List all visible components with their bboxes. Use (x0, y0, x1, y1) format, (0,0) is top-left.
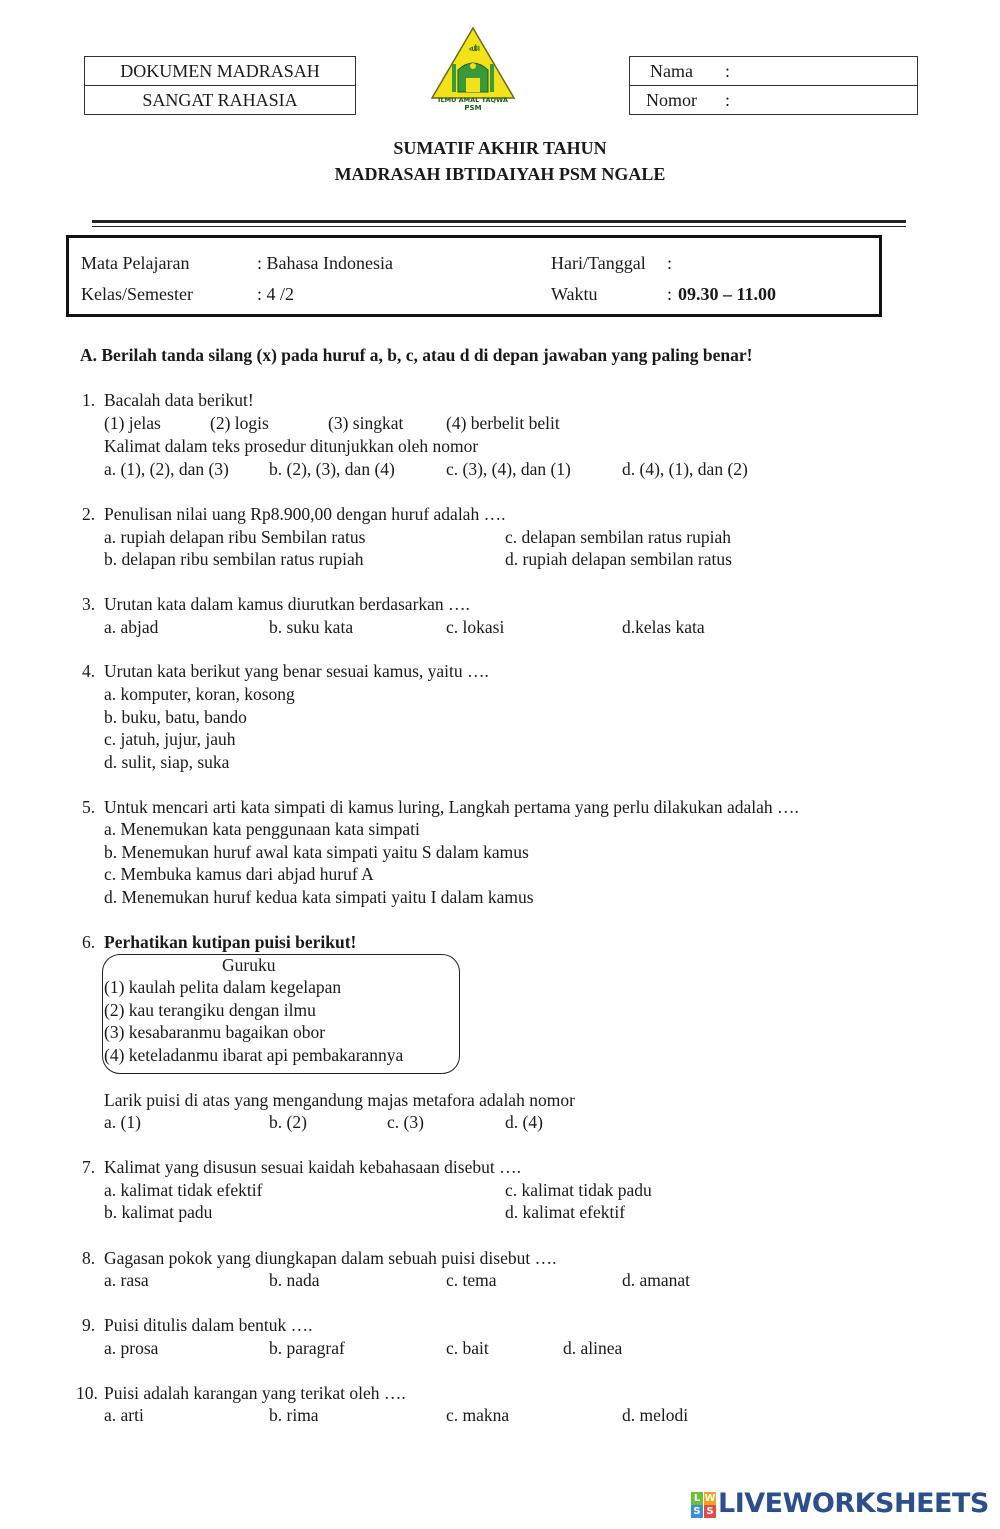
q7-option-b[interactable]: b. kalimat padu (104, 1202, 213, 1222)
day-label: Hari/Tanggal (551, 253, 646, 273)
school-name: MADRASAH IBTIDAIYAH PSM NGALE (334, 164, 666, 184)
q1-item: (2) logis (210, 413, 269, 433)
subject-value: : Bahasa Indonesia (257, 253, 393, 273)
q2-option-b[interactable]: b. delapan ribu sembilan ratus rupiah (104, 549, 364, 569)
name-label: Nama (650, 61, 693, 81)
day-value[interactable]: : (667, 253, 673, 273)
time-value: 09.30 – 11.00 (678, 284, 777, 304)
q1-number: 1. (82, 390, 96, 410)
q7-option-c[interactable]: c. kalimat tidak padu (505, 1180, 652, 1200)
poem-title: Guruku (222, 955, 276, 975)
school-logo (428, 26, 518, 116)
q6-option-d[interactable]: d. (4) (505, 1112, 543, 1132)
q1-option-c[interactable]: c. (3), (4), dan (1) (446, 459, 571, 479)
q1-text: Bacalah data berikut! (104, 390, 254, 410)
q10-text: Puisi adalah karangan yang terikat oleh …. (104, 1383, 406, 1403)
q10-option-b[interactable]: b. rima (269, 1405, 319, 1425)
poem-line: (1) kaulah pelita dalam kegelapan (104, 977, 342, 997)
q9-text: Puisi ditulis dalam bentuk …. (104, 1315, 313, 1335)
q7-number: 7. (82, 1157, 96, 1177)
poem-line: (4) keteladanmu ibarat api pembakarannya (104, 1045, 404, 1065)
q10-option-d[interactable]: d. melodi (622, 1405, 689, 1425)
number-row[interactable] (630, 85, 917, 114)
q6-option-b[interactable]: b. (2) (269, 1112, 307, 1132)
q8-option-d[interactable]: d. amanat (622, 1270, 691, 1290)
q6-text: Perhatikan kutipan puisi berikut! (104, 932, 357, 952)
q5-text: Untuk mencari arti kata simpati di kamus luring, Langkah pertama yang perlu dilakukan adalah …. (104, 797, 799, 817)
q1-item: (1) jelas (104, 413, 161, 433)
q6-option-a[interactable]: a. (1) (104, 1112, 141, 1132)
exam-title: SUMATIF AKHIR TAHUN (393, 138, 607, 158)
number-sep: : (725, 90, 731, 110)
poem-line: (3) kesabaranmu bagaikan obor (104, 1022, 326, 1042)
q10-number: 10. (76, 1383, 98, 1403)
q4-option-c[interactable]: c. jatuh, jujur, jauh (104, 729, 236, 749)
q5-option-b[interactable]: b. Menemukan huruf awal kata simpati yaitu S dalam kamus (104, 842, 529, 862)
exam-info-box (66, 235, 882, 317)
q1-item: (3) singkat (328, 413, 404, 433)
q9-option-c[interactable]: c. bait (446, 1338, 489, 1358)
q4-option-d[interactable]: d. sulit, siap, suka (104, 752, 230, 772)
q3-option-a[interactable]: a. abjad (104, 617, 159, 637)
logo-glyph: اﷲ (469, 43, 477, 53)
q5-number: 5. (82, 797, 96, 817)
poem-line: (2) kau terangiku dengan ilmu (104, 1000, 316, 1020)
logo-acronym: PSM (464, 104, 482, 112)
student-id-box (629, 56, 918, 115)
q6-text2: Larik puisi di atas yang mengandung majas metafora adalah nomor (104, 1090, 575, 1110)
time-label: Waktu (551, 284, 598, 304)
q9-number: 9. (82, 1315, 96, 1335)
q8-option-a[interactable]: a. rasa (104, 1270, 149, 1290)
doc-classification-box (84, 56, 356, 115)
class-label: Kelas/Semester (81, 284, 193, 304)
doc-classification-2: SANGAT RAHASIA (85, 85, 355, 114)
q2-number: 2. (82, 504, 96, 524)
time-sep: : (667, 284, 673, 304)
q9-option-d[interactable]: d. alinea (563, 1338, 623, 1358)
q4-option-b[interactable]: b. buku, batu, bando (104, 707, 247, 727)
q3-number: 3. (82, 594, 96, 614)
q6-option-c[interactable]: c. (3) (387, 1112, 424, 1132)
q7-text: Kalimat yang disusun sesuai kaidah kebahasaan disebut …. (104, 1157, 521, 1177)
q5-option-a[interactable]: a. Menemukan kata penggunaan kata simpati (104, 819, 420, 839)
q4-text: Urutan kata berikut yang benar sesuai kamus, yaitu …. (104, 661, 489, 681)
q3-option-b[interactable]: b. suku kata (269, 617, 354, 637)
q2-option-c[interactable]: c. delapan sembilan ratus rupiah (505, 527, 731, 547)
q1-option-d[interactable]: d. (4), (1), dan (2) (622, 459, 748, 479)
q7-option-a[interactable]: a. kalimat tidak efektif (104, 1180, 263, 1200)
q9-option-b[interactable]: b. paragraf (269, 1338, 345, 1358)
class-value: : 4 /2 (257, 284, 295, 304)
q2-option-d[interactable]: d. rupiah delapan sembilan ratus (505, 549, 732, 569)
q1-item: (4) berbelit belit (446, 413, 560, 433)
q1-text2: Kalimat dalam teks prosedur ditunjukkan oleh nomor (104, 436, 479, 456)
name-row[interactable] (630, 57, 917, 85)
q9-option-a[interactable]: a. prosa (104, 1338, 159, 1358)
q1-option-b[interactable]: b. (2), (3), dan (4) (269, 459, 395, 479)
q10-option-c[interactable]: c. makna (446, 1405, 510, 1425)
subject-label: Mata Pelajaran (81, 253, 190, 273)
q4-number: 4. (82, 661, 96, 681)
q2-text: Penulisan nilai uang Rp8.900,00 dengan huruf adalah …. (104, 504, 506, 524)
q8-text: Gagasan pokok yang diungkapan dalam sebuah puisi disebut …. (104, 1248, 557, 1268)
q1-option-a[interactable]: a. (1), (2), dan (3) (104, 459, 229, 479)
q8-option-c[interactable]: c. tema (446, 1270, 497, 1290)
liveworksheets-text: LIVEWORKSHEETS (718, 1488, 989, 1519)
doc-classification-1: DOKUMEN MADRASAH (120, 61, 320, 81)
liveworksheets-logo-icon: L W S S (690, 1492, 716, 1518)
name-sep: : (725, 61, 731, 81)
divider-thick (92, 220, 906, 223)
q5-option-c[interactable]: c. Membuka kamus dari abjad huruf A (104, 864, 374, 884)
instruction: A. Berilah tanda silang (x) pada huruf a, b, c, atau d di depan jawaban yang paling benar! (80, 345, 753, 365)
q8-option-b[interactable]: b. nada (269, 1270, 320, 1290)
q3-option-d[interactable]: d.kelas kata (622, 617, 705, 637)
q10-option-a[interactable]: a. arti (104, 1405, 144, 1425)
q5-option-d[interactable]: d. Menemukan huruf kedua kata simpati yaitu I dalam kamus (104, 887, 534, 907)
number-label: Nomor (646, 90, 697, 110)
q3-option-c[interactable]: c. lokasi (446, 617, 505, 637)
q8-number: 8. (82, 1248, 96, 1268)
q3-text: Urutan kata dalam kamus diurutkan berdasarkan …. (104, 594, 470, 614)
q6-number: 6. (82, 932, 96, 952)
q7-option-d[interactable]: d. kalimat efektif (505, 1202, 626, 1222)
q4-option-a[interactable]: a. komputer, koran, kosong (104, 684, 295, 704)
logo-motto: ILMU AMAL TAQWA (438, 96, 508, 104)
q2-option-a[interactable]: a. rupiah delapan ribu Sembilan ratus (104, 527, 366, 547)
divider-thin (92, 226, 906, 227)
